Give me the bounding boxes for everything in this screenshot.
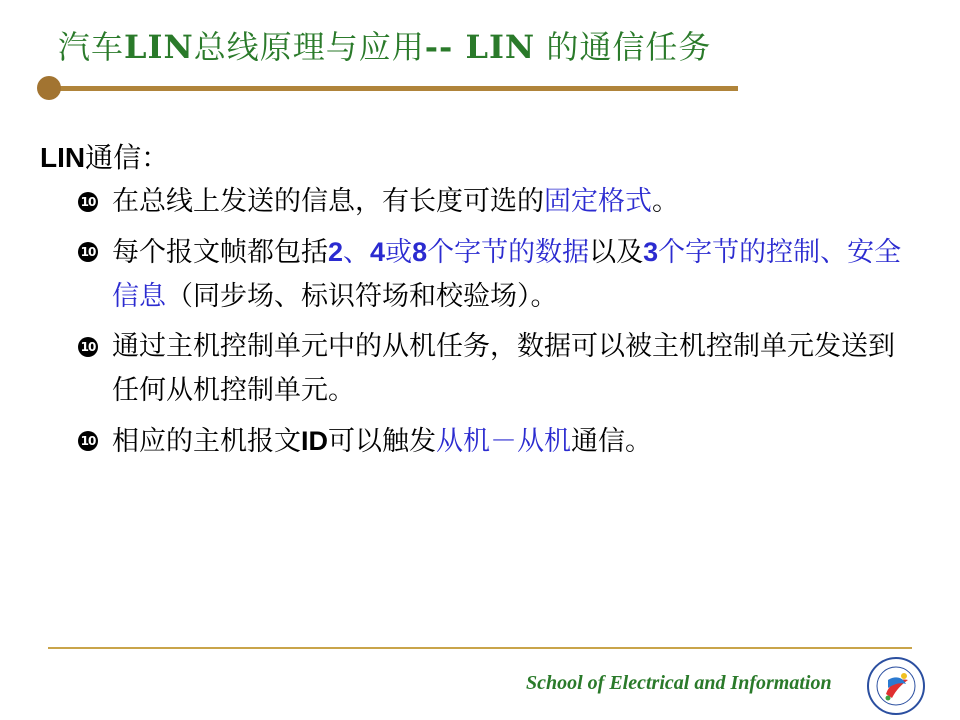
school-emblem-icon: [866, 656, 926, 716]
title-part: 的通信任务: [535, 28, 712, 66]
bullet-highlight: 个字节的控制、安全信息: [112, 237, 902, 312]
bullet-text: 。: [652, 186, 679, 217]
heading-part: LIN: [40, 142, 86, 173]
bullet-highlight: 固定格式: [544, 186, 652, 217]
bullet-text: 可以触发: [328, 426, 436, 457]
heading-part: 通信：: [85, 141, 170, 174]
bullet-list: [78, 180, 918, 470]
bullet-text: 每个报文帧都包括: [112, 237, 328, 268]
bullet-highlight: 、: [343, 237, 371, 268]
bullet-text: ID: [301, 426, 328, 456]
bullet-highlight: 或: [385, 237, 413, 268]
section-heading: [40, 136, 169, 176]
numbered-bullet-icon: 10: [78, 192, 98, 212]
bullet-item: [78, 180, 918, 224]
bullet-highlight: 3: [643, 237, 659, 267]
numbered-bullet-icon: 10: [78, 337, 98, 357]
title-bullet-dot: [37, 76, 61, 100]
footer-school-name: School of Electrical and Information: [526, 672, 832, 694]
bullet-text: 以及: [589, 237, 644, 268]
title-part: 总线原理与应用: [193, 28, 425, 66]
bullet-item: [78, 419, 918, 464]
title-part: 汽车: [58, 28, 125, 66]
bullet-highlight: 从机－从机: [436, 426, 571, 457]
footer-divider: [48, 647, 912, 649]
title-underline: [48, 86, 738, 91]
bullet-highlight: 个字节的数据: [427, 237, 590, 268]
numbered-bullet-icon: 10: [78, 242, 98, 262]
slide-title: [58, 22, 711, 68]
numbered-bullet-icon: 10: [78, 431, 98, 451]
title-part: -- LIN: [424, 28, 536, 66]
bullet-text: 通信。: [571, 426, 652, 457]
bullet-highlight: 4: [370, 237, 386, 267]
bullet-text: 在总线上发送的信息，有长度可选的: [112, 186, 544, 217]
bullet-text: 通过主机控制单元中的从机任务，数据可以被主机控制单元发送到任何从机控制单元。: [112, 331, 895, 406]
bullet-highlight: 2: [328, 237, 344, 267]
title-part: LIN: [124, 28, 194, 66]
bullet-highlight: 8: [412, 237, 428, 267]
bullet-text: 相应的主机报文: [112, 426, 301, 457]
bullet-text: （同步场、标识符场和校验场）。: [166, 281, 558, 312]
bullet-item: [78, 325, 918, 413]
bullet-item: [78, 230, 918, 319]
